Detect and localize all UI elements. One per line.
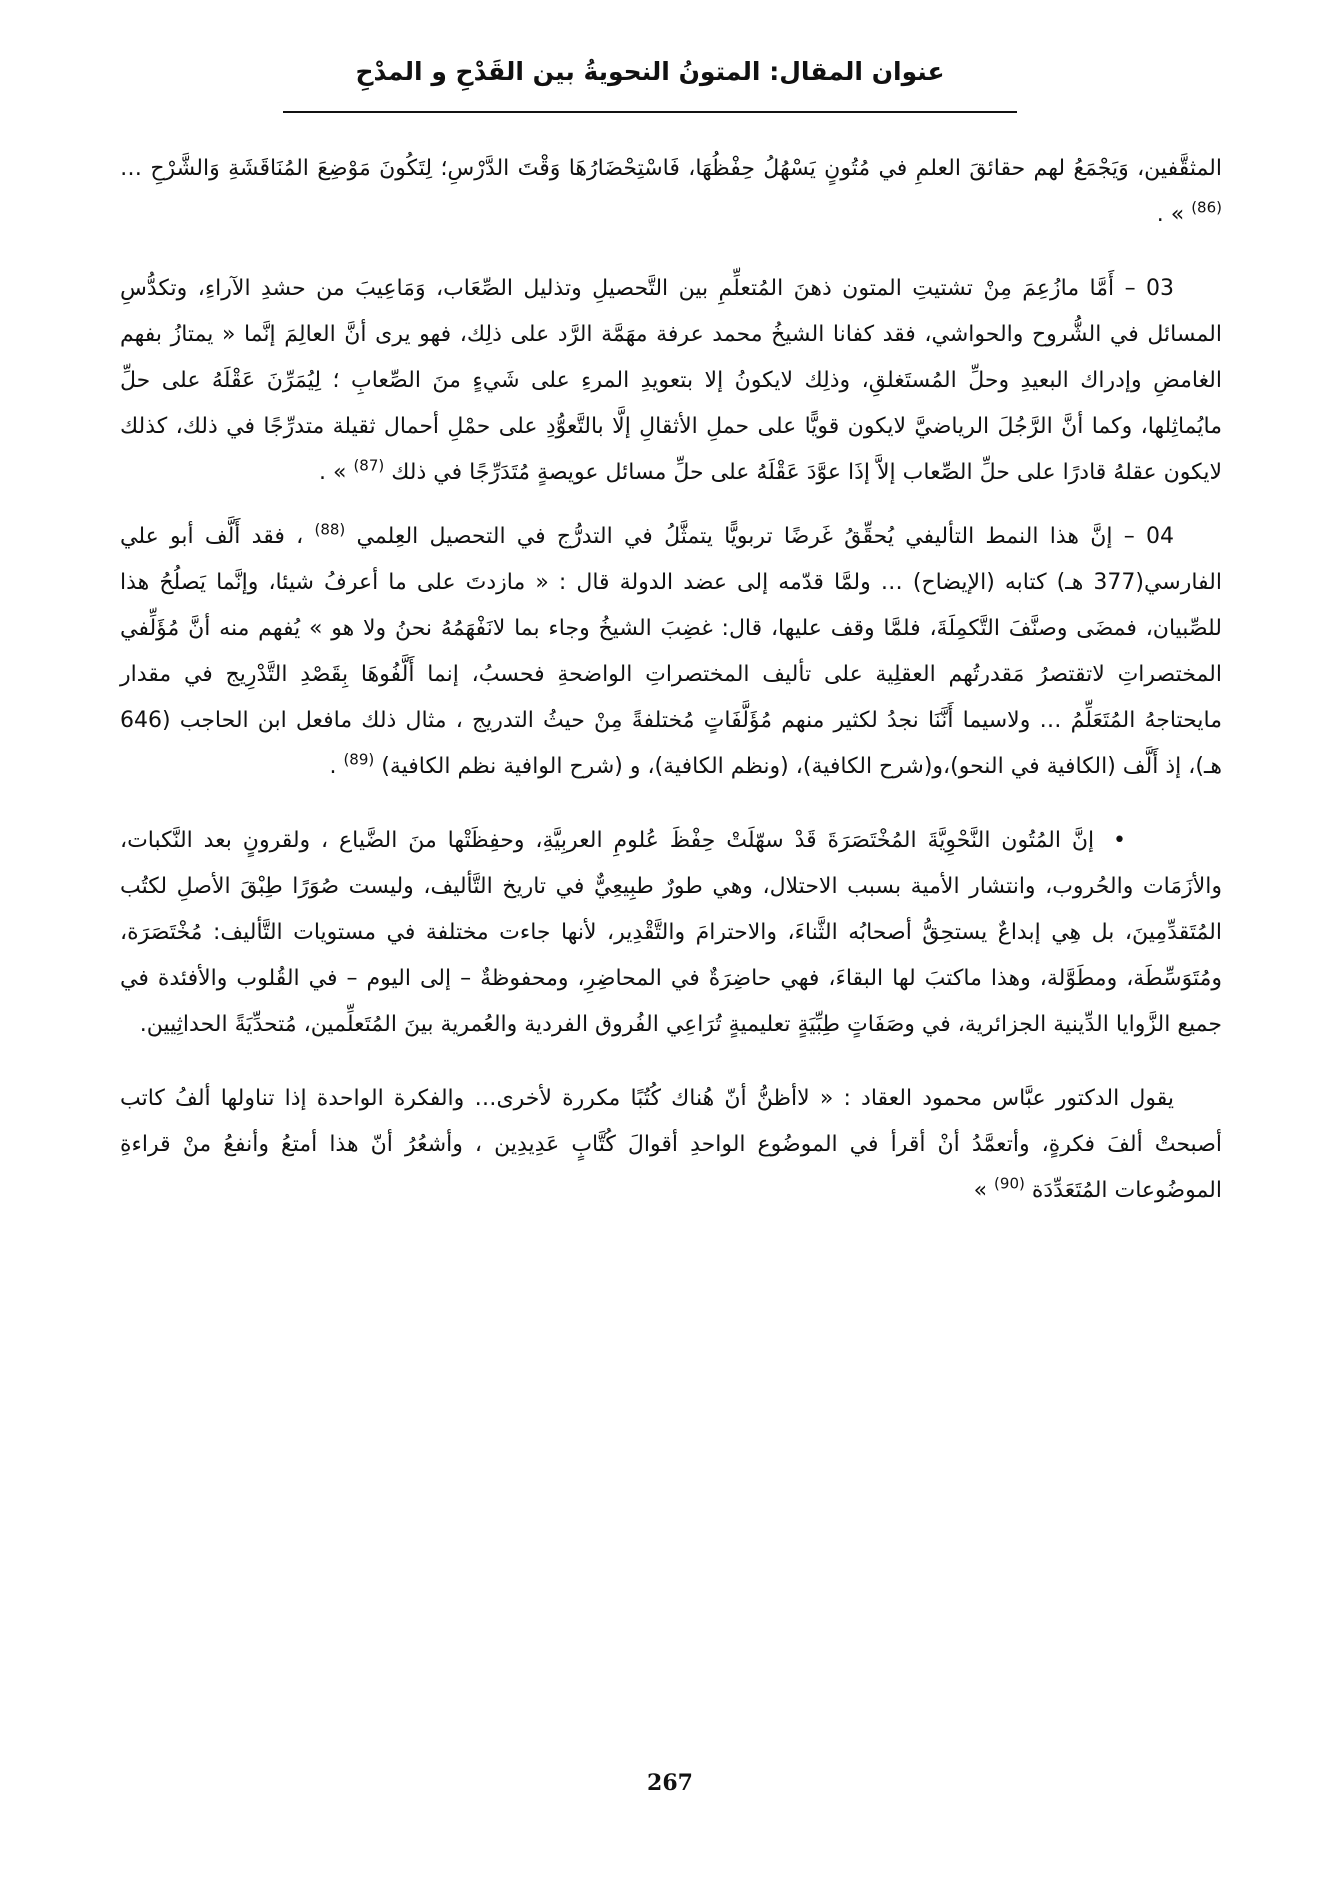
footnote-ref-86: (86) bbox=[1191, 198, 1222, 217]
paragraph-text: إنَّ المُتُون النَّحْوِيَّةَ المُخْتَصَرَةَ قَدْ سهّلَتْ حِفْظَ عُلومِ العربِيَّةِ، وحفِظَتْها منَ الضَّياع ، ولقرونٍ بعد النَّكبات، والأزَمَات والحُروب، وانتشار الأمية بسبب الاحتلال، وهي طورٌ طبِيعِيٌّ في تاريخ التَّأليف، وليست صُوَرًا طِبْقَ الأصلِ لكتُب المُتَقدِّمِينَ، بل هِي إبداعٌ يستحِقُّ أصحابُه الثَّناءَ، والاحترامَ والتَّقْدِير، لأنها جاءت مختلفة في مستويات التَّأليف: مُخْتَصَرَة، ومُتَوَسِّطَة، ومطَوَّلة، وهذا ماكتبَ لها البقاءَ، فهي حاضِرَةٌ في المحاضِرِ، ومحفوظةٌ – إلى اليوم – في القُلوب والأفئدة في جميع الزَّوايا الدِّينية الجزائرية، في وصَفَاتٍ طِبِّيَةٍ تعليميةٍ تُرَاعِي الفُروق الفردية والعُمرية بينَ المُتَعلِّمين، مُتحدِّيَةً الحداثِيين. bbox=[120, 828, 1222, 1037]
paragraph-tail: » . bbox=[318, 460, 347, 485]
bullet-paragraph bbox=[120, 818, 1222, 1048]
paragraph-tail: ، فقد أَلَّف أبو علي الفارسي(377 هـ) كتابه (الإيضاح) … ولمَّا قدّمه إلى عضد الدولة قال : « مازدتَ على ما أعرفُ شيئا، وإنَّما يَصلُحُ هذا للصِّبيان، فمضَى وصنَّفَ التَّكمِلَةَ، فلمَّا وقف عليها، قال: غضِبَ الشيخُ وجاء بما لانَفْهَمُهُ نحنُ ولا هو » يُفهم منه أنَّ مُؤَلِّفي المختصراتِ لاتقتصرُ مَقدرتُهم العقلِية على تأليف المختصراتِ الواضحةِ فحسبُ، إنما أَلَّفُوهَا بِقَصْدِ التَّدْرِيج في مقدار مايحتاجهُ المُتَعَلِّمُ … ولاسيما أَنَّنَا نجدُ لكثير منهم مُؤَلَّفَاتٍ مُختلفةً مِنْ حيثُ التدريج ، مثال ذلك مافعل ابن الحاجب (646 هـ)، إذ أَلَّف (الكافية في النحو)،و(شرح الكافية)، (ونظم الكافية)، و (شرح الوافية نظم الكافية) bbox=[120, 524, 1222, 779]
body-text bbox=[120, 146, 1222, 1214]
article-title-header: عنوان المقال: المتونُ النحويةُ بين القَدْحِ و المدْحِ bbox=[355, 57, 945, 86]
page-number: 267 bbox=[647, 1770, 693, 1796]
header-divider bbox=[283, 111, 1017, 113]
footnote-ref-88: (88) bbox=[314, 520, 346, 539]
footnote-ref-87: (87) bbox=[353, 456, 385, 475]
paragraph-continuation bbox=[120, 146, 1222, 238]
paragraph-tail: » . bbox=[1156, 202, 1185, 227]
paragraph-text: المثقَّفين، وَيَجْمَعُ لهم حقائقَ العلمِ في مُتُونٍ يَسْهُلُ حِفْظُهَا، فَاسْتِحْضَارُهَا وَقْتَ الدَّرْسِ؛ لِتَكُونَ مَوْضِعَ المُنَاقَشَةِ وَالشَّرْحِ … bbox=[120, 156, 1222, 181]
paragraph-text: يقول الدكتور عبَّاس محمود العقاد : « لاأظنُّ أنّ هُناك كُتُبًا مكررة لأخرى… والفكرة الواحدة إذا تناولها ألفُ كاتب أصبحتْ ألفَ فكرةٍ، وأتعمَّدُ أنْ أقرأ في الموضُوع الواحدِ أقوالَ كُتَّابٍ عَدِيدِين ، وأشعُرُ أنّ هذا أمتعُ وأنفعُ منْ قراءةِ الموضُوعات المُتَعَدِّدَة bbox=[120, 1086, 1222, 1203]
footnote-ref-90: (90) bbox=[994, 1174, 1025, 1193]
bullet-icon: • bbox=[1113, 828, 1126, 853]
paragraph-03 bbox=[120, 266, 1222, 496]
paragraph-text: 04 – إنَّ هذا النمط التأليفي يُحقِّقُ غَرضًا تربويًّا يتمثَّلُ في التدرُّج في التحصيل العِلمي bbox=[356, 524, 1174, 549]
paragraph-tail-end: . bbox=[329, 754, 337, 779]
footnote-ref-89: (89) bbox=[343, 750, 375, 769]
paragraph-quote-aqqad bbox=[120, 1076, 1222, 1214]
paragraph-tail: » bbox=[973, 1178, 988, 1203]
paragraph-text: 03 – أَمَّا مازُعِمَ مِنْ تشتيتِ المتون ذهنَ المُتعلِّمِ بين التَّحصيلِ وتذليل الصِّعَاب، وَمَاعِيبَ من حشدِ الآراءِ، وتكدُّسِ المسائل في الشُّروح والحواشي، فقد كفانا الشيخُ محمد عرفة مهَمَّة الرَّد على ذلِك، فهو يرى أنَّ العالِمَ إنَّما « يمتازُ بفهم الغامضِ وإدراك البعيدِ وحلِّ المُستَغلقِ، وذلِك لايكونُ إلا بتعويدِ المرءِ على شَيءٍ منَ الصِّعابِ ؛ لِيُمَرِّنَ عَقْلَهُ على حلِّ مايُماثِلها، وكما أنَّ الرَّجُلَ الرياضيَّ لايكون قويًّا على حملِ الأثقالِ إلَّا بالتَّعوُّدِ على حمْلِ أحمال ثقيلة متدرِّجًا في ذلك، كذلك لايكون عقلهُ قادرًا على حلِّ الصِّعاب إلاَّ إذَا عوَّدَ عَقْلَهُ على حلِّ مسائل عويصةٍ مُتَدَرِّجًا في ذلك bbox=[120, 276, 1222, 485]
paragraph-04 bbox=[120, 514, 1222, 790]
